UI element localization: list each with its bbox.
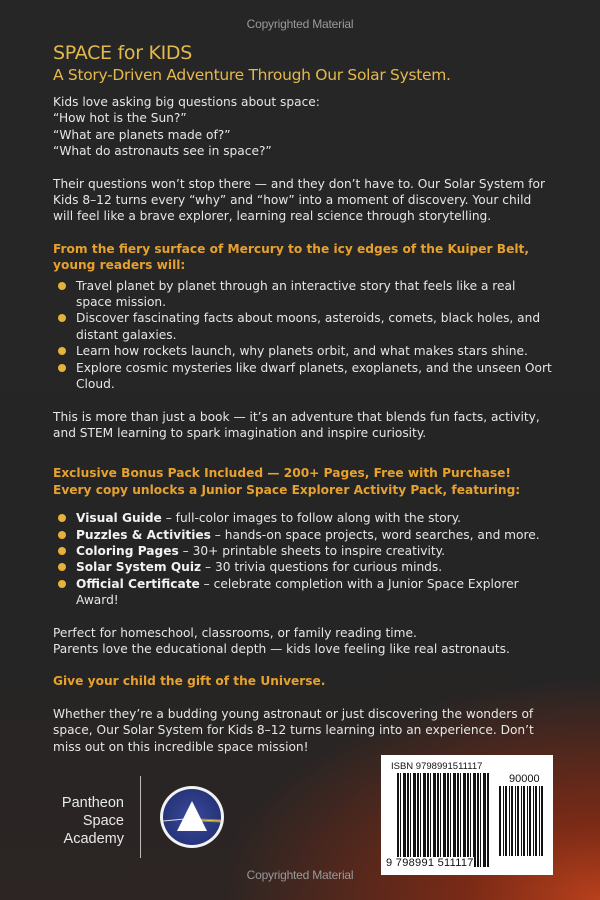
isbn-label: ISBN 9798991511117 (391, 761, 483, 772)
publisher-line: Pantheon (61, 795, 124, 811)
readers-heading: From the fiery surface of Mercury to the icy edges of the Kuiper Belt, young readers will: (53, 241, 529, 273)
publisher-logo-icon (160, 786, 224, 848)
list-item-text: Learn how rockets launch, why planets orbit, and what makes stars shine. (76, 344, 528, 359)
item-desc: – full-color images to follow along with the story. (161, 511, 462, 526)
back-cover-text (53, 42, 553, 771)
list-item (53, 510, 553, 526)
list-item-text: Discover fascinating facts about moons, asteroids, comets, black holes, and distant galaxies. (76, 311, 541, 342)
watermark-top: Copyrighted Material (246, 17, 354, 31)
bullet-icon (58, 347, 66, 355)
title: SPACE for KIDS (53, 42, 192, 64)
intro-question: “What are planets made of?” (53, 127, 231, 142)
item-desc: – 30 trivia questions for curious minds. (201, 560, 443, 575)
item-name: Coloring Pages (76, 543, 179, 558)
divider (140, 776, 141, 858)
item-name: Official Certificate (76, 576, 200, 591)
audience-line: Perfect for homeschool, classrooms, or family reading time. (53, 625, 417, 640)
item-name: Visual Guide (76, 511, 162, 526)
bonus-heading-line: Exclusive Bonus Pack Included — 200+ Pages, Free with Purchase! (53, 466, 511, 481)
bullet-icon (58, 547, 66, 555)
list-item-text: Travel planet by planet through an interactive story that feels like a real space mission. (76, 278, 516, 310)
barcode-bars (397, 773, 489, 867)
publisher-line: Academy (63, 831, 124, 847)
bullet-icon (58, 314, 66, 322)
item-desc: – hands-on space projects, word searches, and more. (210, 527, 540, 542)
bullet-icon (58, 563, 66, 571)
bonus-list (53, 510, 553, 608)
intro-line: Kids love asking big questions about space: (53, 95, 320, 109)
audience-line: Parents love the educational depth — kids love feeling like real astronauts. (53, 641, 510, 656)
bonus-heading (53, 465, 553, 498)
item-desc: – 30+ printable sheets to inspire creativity. (178, 543, 445, 558)
bullet-icon (58, 282, 66, 290)
bonus-heading-line: Every copy unlocks a Junior Space Explorer Activity Pack, featuring: (53, 482, 521, 497)
bullet-icon (58, 580, 66, 588)
intro-question: “What do astronauts see in space?” (53, 144, 272, 159)
bullet-icon (58, 514, 66, 522)
intro-question: “How hot is the Sun?” (53, 111, 187, 126)
publisher-name (52, 794, 124, 848)
barcode-digits: 9 798991 511117 (386, 857, 474, 869)
item-name: Solar System Quiz (76, 560, 202, 575)
item-desc: – celebrate completion with a Junior Space Explorer Award! (76, 576, 519, 608)
publisher-line: Space (82, 813, 124, 829)
bullet-icon (58, 531, 66, 539)
list-item (53, 360, 553, 393)
paragraph-audience (53, 625, 553, 658)
price-barcode-bars (499, 786, 545, 856)
watermark-bottom: Copyrighted Material (246, 868, 354, 882)
readers-list (53, 278, 553, 393)
list-item (53, 559, 553, 575)
bullet-icon (58, 364, 66, 372)
gift-line: Give your child the gift of the Universe. (53, 674, 326, 689)
paragraph-closing: Whether they’re a budding young astronaut or just discovering the wonders of space, Our Solar System for Kids 8–12 turns learning into an experience. Don’t miss out on this incredible space mission! (53, 706, 534, 754)
list-item (53, 310, 553, 343)
list-item-text: Explore cosmic mysteries like dwarf planets, exoplanets, and the unseen Oort Cloud. (76, 360, 552, 392)
subtitle: A Story-Driven Adventure Through Our Solar System. (53, 66, 451, 84)
item-name: Puzzles & Activities (76, 527, 211, 542)
price-code: 90000 (509, 773, 540, 785)
list-item (53, 576, 553, 609)
intro (53, 94, 553, 160)
list-item (53, 343, 553, 359)
paragraph-discovery: Their questions won’t stop there — and they don’t have to. Our Solar System for Kids 8–12 turns every “why” and “how” into a moment of discovery. Your child will feel like a brave explorer, learning real science through storytelling. (53, 176, 545, 224)
paragraph-adventure: This is more than just a book — it’s an adventure that blends fun facts, activity, and STEM learning to spark imagination and inspire curiosity. (53, 409, 540, 440)
list-item (53, 527, 553, 543)
list-item (53, 543, 553, 559)
list-item (53, 278, 553, 311)
isbn-barcode (381, 755, 553, 875)
